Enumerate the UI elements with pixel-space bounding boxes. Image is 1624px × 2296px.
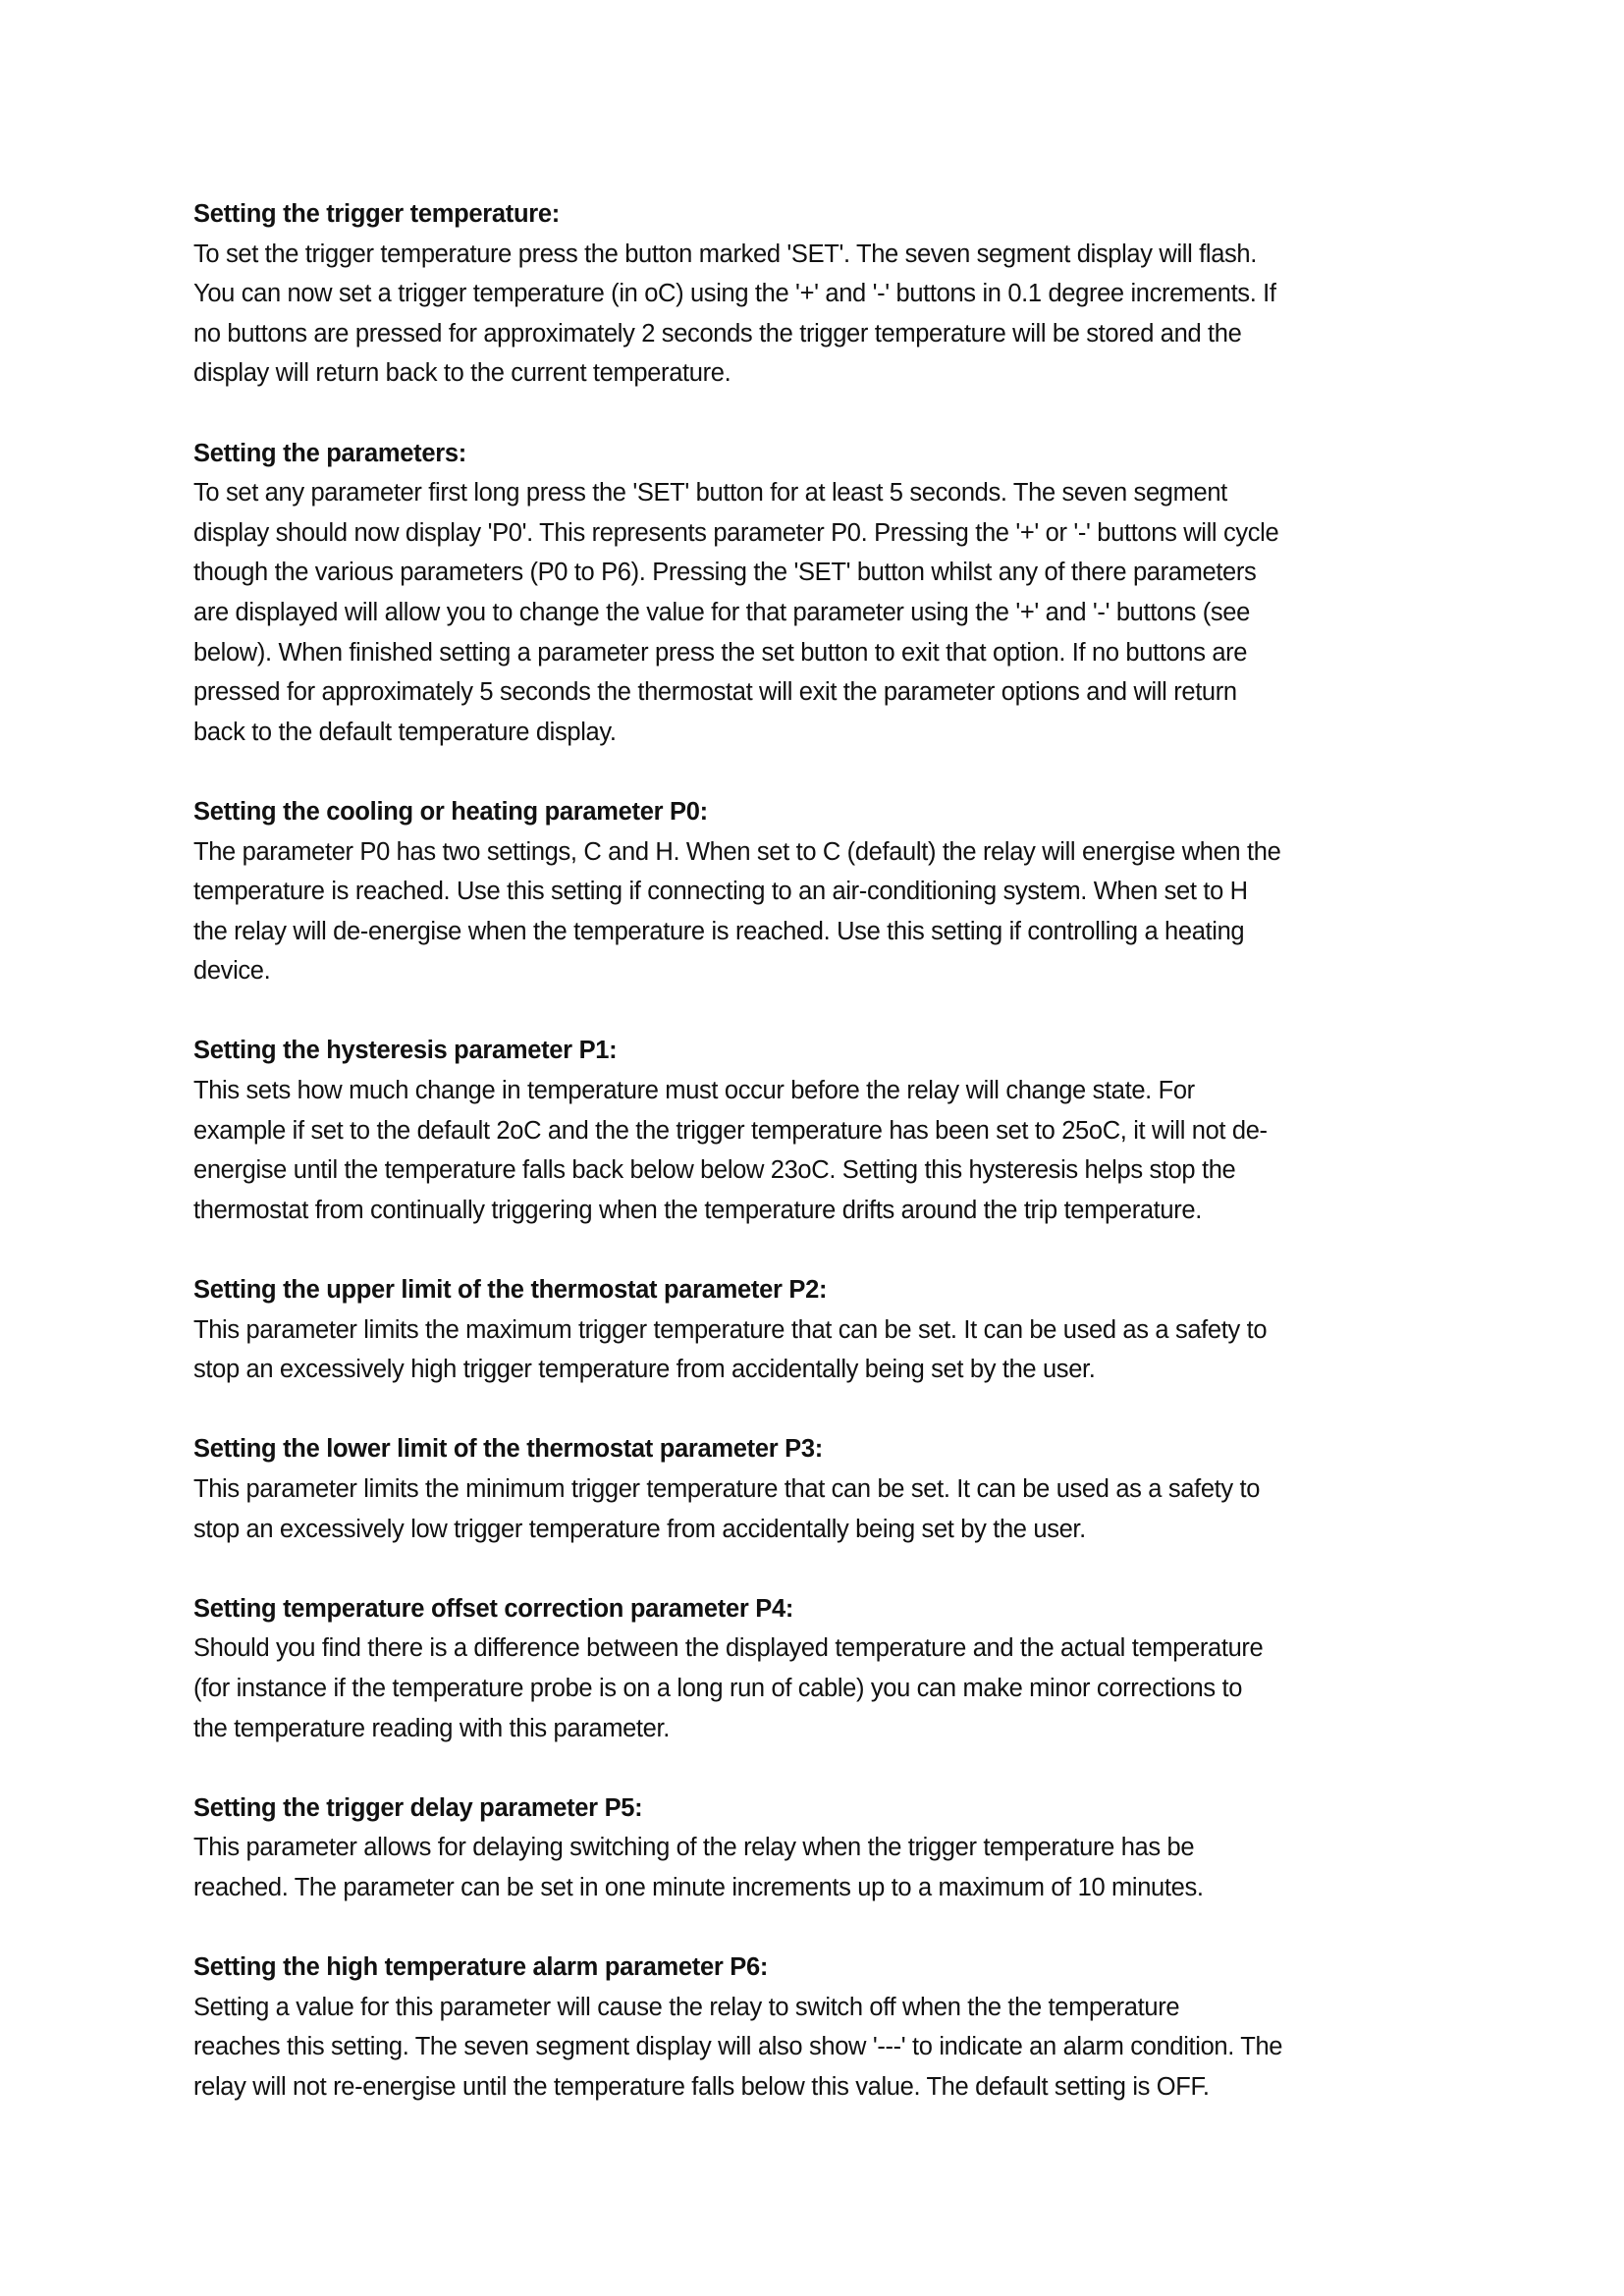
paragraph-line: below). When finished setting a parameter press the set button to exit that option. If no buttons are — [193, 638, 1248, 667]
section-parameter-p6 — [193, 1948, 1489, 2107]
paragraph-line: (for instance if the temperature probe is on a long run of cable) you can make minor corrections to — [193, 1674, 1243, 1702]
paragraph-line: reached. The parameter can be set in one minute increments up to a maximum of 10 minutes. — [193, 1873, 1204, 1901]
paragraph-line: This parameter limits the minimum trigger temperature that can be set. It can be used as a safety to — [193, 1475, 1261, 1503]
section-heading: Setting the lower limit of the thermostat parameter P3: — [193, 1435, 823, 1464]
paragraph-line: energise until the temperature falls back below below 23oC. Setting this hysteresis helps stop the — [193, 1156, 1236, 1185]
paragraph-line: though the various parameters (P0 to P6). Pressing the 'SET' button whilst any of there parameters — [193, 559, 1257, 587]
paragraph-line: are displayed will allow you to change the value for that parameter using the '+' and '-' buttons (see — [193, 598, 1250, 626]
section-parameter-p1 — [193, 1031, 1489, 1230]
paragraph-line: the temperature reading with this parameter. — [193, 1714, 670, 1742]
section-parameter-p0 — [193, 792, 1489, 991]
paragraph-line: no buttons are pressed for approximately 2 seconds the trigger temperature will be stored and the — [193, 319, 1242, 347]
paragraph-line: You can now set a trigger temperature (in oC) using the '+' and '-' buttons in 0.1 degree increments. If — [193, 280, 1276, 308]
section-parameters — [193, 434, 1489, 753]
paragraph-line: stop an excessively high trigger temperature from accidentally being set by the user. — [193, 1356, 1096, 1384]
section-parameter-p3 — [193, 1429, 1489, 1549]
section-heading: Setting the trigger temperature: — [193, 200, 560, 228]
section-heading: Setting the trigger delay parameter P5: — [193, 1793, 643, 1822]
paragraph-line: This sets how much change in temperature must occur before the relay will change state. For — [193, 1077, 1195, 1105]
section-parameter-p5 — [193, 1789, 1489, 1908]
section-heading: Setting the parameters: — [193, 439, 466, 467]
paragraph-line: thermostat from continually triggering when the temperature drifts around the trip temperature. — [193, 1196, 1202, 1224]
paragraph-line: temperature is reached. Use this setting if connecting to an air-conditioning system. When set to H — [193, 878, 1248, 906]
paragraph-line: relay will not re-energise until the temperature falls below this value. The default setting is OFF. — [193, 2072, 1210, 2101]
paragraph-line: display will return back to the current temperature. — [193, 359, 731, 388]
paragraph-line: To set any parameter first long press the 'SET' button for at least 5 seconds. The seven segment — [193, 479, 1227, 507]
paragraph-line: This parameter limits the maximum trigger temperature that can be set. It can be used as a safety to — [193, 1315, 1268, 1344]
document-page — [193, 194, 1489, 2147]
section-heading: Setting the hysteresis parameter P1: — [193, 1037, 618, 1065]
paragraph-line: the relay will de-energise when the temperature is reached. Use this setting if controlling a heating — [193, 917, 1245, 945]
paragraph-line: display should now display 'P0'. This represents parameter P0. Pressing the '+' or '-' buttons will cycle — [193, 518, 1279, 547]
section-heading: Setting temperature offset correction parameter P4: — [193, 1594, 794, 1623]
paragraph-line: pressed for approximately 5 seconds the thermostat will exit the parameter options and will return — [193, 678, 1237, 707]
section-parameter-p4 — [193, 1589, 1489, 1748]
section-parameter-p2 — [193, 1270, 1489, 1390]
paragraph-line: This parameter allows for delaying switching of the relay when the trigger temperature has be — [193, 1834, 1195, 1862]
paragraph-line: The parameter P0 has two settings, C and H. When set to C (default) the relay will energise when the — [193, 837, 1281, 866]
paragraph-line: Setting a value for this parameter will cause the relay to switch off when the the temperature — [193, 1993, 1180, 2021]
paragraph-line: example if set to the default 2oC and the the trigger temperature has been set to 25oC, it will not de- — [193, 1116, 1268, 1145]
paragraph-line: device. — [193, 957, 271, 986]
paragraph-line: Should you find there is a difference between the displayed temperature and the actual temperature — [193, 1634, 1264, 1663]
section-heading: Setting the cooling or heating parameter P0: — [193, 797, 708, 826]
paragraph-line: back to the default temperature display. — [193, 718, 617, 746]
section-trigger-temperature — [193, 194, 1489, 394]
paragraph-line: reaches this setting. The seven segment display will also show '---' to indicate an alarm condition. The — [193, 2033, 1283, 2061]
paragraph-line: stop an excessively low trigger temperature from accidentally being set by the user. — [193, 1515, 1086, 1543]
section-heading: Setting the upper limit of the thermostat parameter P2: — [193, 1276, 828, 1305]
paragraph-line: To set the trigger temperature press the button marked 'SET'. The seven segment display will flash. — [193, 240, 1257, 268]
section-heading: Setting the high temperature alarm parameter P6: — [193, 1953, 769, 1982]
